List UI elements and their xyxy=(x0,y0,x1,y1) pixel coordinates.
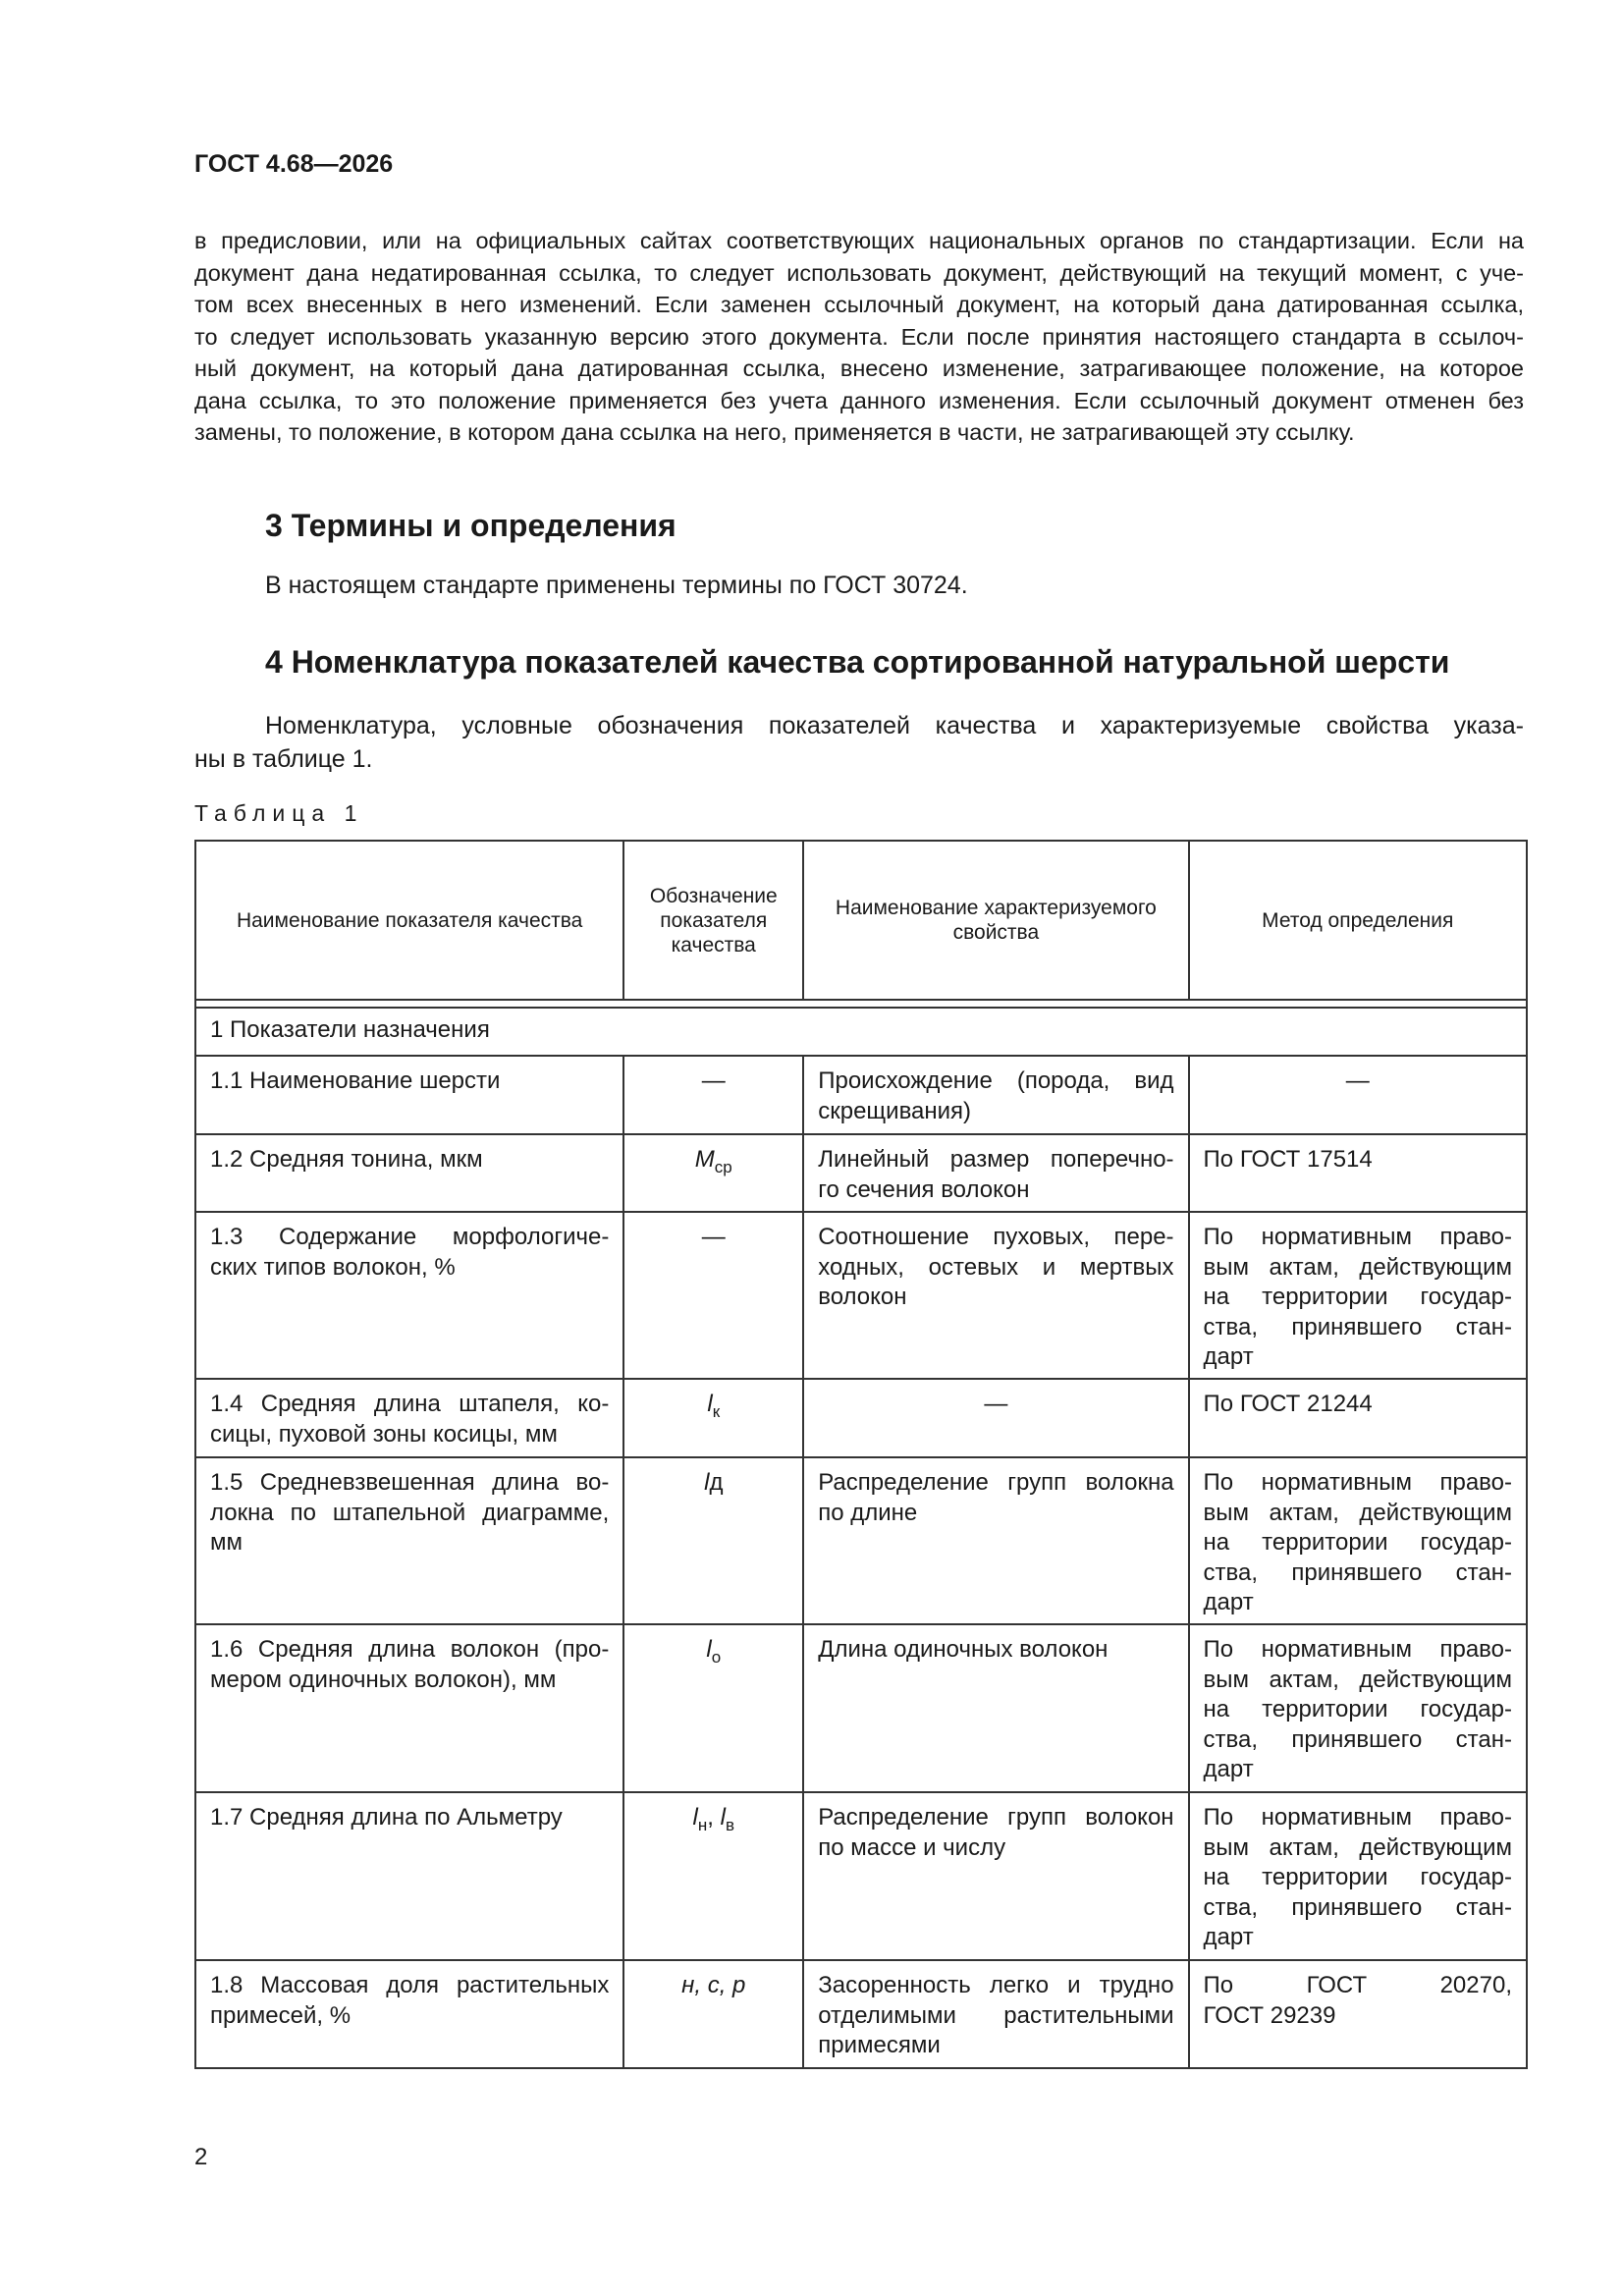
cell-symbol: — xyxy=(623,1212,803,1379)
section-4-line: ны в таблице 1. xyxy=(194,745,373,773)
quality-indicators-table xyxy=(194,840,1528,2069)
intro-line: в предисловии, или на официальных сайтах соответствующих национальных органов по стандартизации. Если на xyxy=(194,228,1524,253)
table-row xyxy=(195,1379,1527,1457)
cell-method: По нормативным право- вым актам, действующим на территории государ- ства, принявшего стан- дарт xyxy=(1189,1457,1527,1624)
cell-name: 1.1 Наименование шерсти xyxy=(195,1056,623,1134)
table-caption: Таблица 1 xyxy=(194,800,364,826)
intro-line: документ дана недатированная ссылка, то следует использовать документ, действующий на текущий момент, с уче- xyxy=(194,259,1524,286)
intro-paragraph xyxy=(194,225,1524,449)
cell-symbol: — xyxy=(623,1056,803,1134)
table-row xyxy=(195,1212,1527,1379)
section-4-title: 4 Номенклатура показателей качества сортированной натуральной шерсти xyxy=(265,644,1450,680)
cell-property: Соотношение пуховых, пере- ходных, остевых и мертвых волокон xyxy=(803,1212,1188,1379)
cell-symbol: $l_н$, $l_в$ xyxy=(623,1792,803,1960)
cell-symbol: $M_{ср}$ xyxy=(623,1134,803,1212)
table-row xyxy=(195,1792,1527,1960)
cell-method: По ГОСТ 17514 xyxy=(1189,1134,1527,1212)
cell-name: 1.7 Средняя длина по Альметру xyxy=(195,1792,623,1960)
section-4-text xyxy=(194,709,1524,776)
cell-property: Распределение групп волокна по длине xyxy=(803,1457,1188,1624)
intro-line: ный документ, на который дана датированная ссылка, внесено изменение, затрагивающее положение, на которое xyxy=(194,355,1524,381)
cell-property: Засоренность легко и трудно отделимыми растительными примесями xyxy=(803,1960,1188,2068)
cell-symbol: lд xyxy=(623,1457,803,1624)
cell-name: 1.8 Массовая доля растительных примесей, % xyxy=(195,1960,623,2068)
header-separator xyxy=(195,1000,1527,1008)
cell-property: Длина одиночных волокон xyxy=(803,1624,1188,1792)
document-header: ГОСТ 4.68—2026 xyxy=(194,150,394,178)
table-header-row xyxy=(195,841,1527,1000)
table-row xyxy=(195,1134,1527,1212)
intro-line: то следует использовать указанную версию этого документа. Если после принятия настоящего стандарта в ссылоч- xyxy=(194,323,1524,350)
cell-property: Линейный размер поперечно- го сечения волокон xyxy=(803,1134,1188,1212)
cell-method: По ГОСТ 21244 xyxy=(1189,1379,1527,1457)
cell-method: По нормативным право- вым актам, действующим на территории государ- ства, принявшего стан- дарт xyxy=(1189,1792,1527,1960)
intro-line: том всех внесенных в него изменений. Если заменен ссылочный документ, на который дана датированная ссылка, xyxy=(194,292,1524,317)
table-group-row xyxy=(195,1008,1527,1056)
cell-name: 1.4 Средняя длина штапеля, ко- сицы, пуховой зоны косицы, мм xyxy=(195,1379,623,1457)
table-row xyxy=(195,1056,1527,1134)
page-number: 2 xyxy=(194,2144,208,2170)
header-property: Наименование характеризуемого свойства xyxy=(803,841,1188,1000)
cell-method: По ГОСТ 20270, ГОСТ 29239 xyxy=(1189,1960,1527,2068)
section-4-line: Номенклатура, условные обозначения показателей качества и характеризуемые свойства указа- xyxy=(265,712,1524,739)
cell-property: Распределение групп волокон по массе и числу xyxy=(803,1792,1188,1960)
cell-symbol: н, с, р xyxy=(623,1960,803,2068)
table-row xyxy=(195,1457,1527,1624)
cell-name: 1.6 Средняя длина волокон (про- мером одиночных волокон), мм xyxy=(195,1624,623,1792)
cell-symbol: $l_к$ xyxy=(623,1379,803,1457)
cell-name: 1.2 Средняя тонина, мкм xyxy=(195,1134,623,1212)
intro-line: дана ссылка, то это положение применяется без учета данного изменения. Если ссылочный документ отменен без xyxy=(194,387,1524,413)
cell-name: 1.5 Средневзвешенная длина во- локна по штапельной диаграмме, мм xyxy=(195,1457,623,1624)
group-title: 1 Показатели назначения xyxy=(195,1008,1527,1056)
header-symbol: Обозначение показателя качества xyxy=(623,841,803,1000)
section-3-text: В настоящем стандарте применены термины по ГОСТ 30724. xyxy=(265,572,968,599)
header-indicator-name: Наименование показателя качества xyxy=(195,841,623,1000)
table-row xyxy=(195,1960,1527,2068)
cell-method: По нормативным право- вым актам, действующим на территории государ- ства, принявшего стан- дарт xyxy=(1189,1212,1527,1379)
table-row xyxy=(195,1624,1527,1792)
section-3-title: 3 Термины и определения xyxy=(265,508,676,543)
cell-method: — xyxy=(1189,1056,1527,1134)
cell-symbol: $l_о$ xyxy=(623,1624,803,1792)
cell-method: По нормативным право- вым актам, действующим на территории государ- ства, принявшего стан- дарт xyxy=(1189,1624,1527,1792)
header-method: Метод определения xyxy=(1189,841,1527,1000)
cell-property: — xyxy=(803,1379,1188,1457)
cell-property: Происхождение (порода, вид скрещивания) xyxy=(803,1056,1188,1134)
cell-name: 1.3 Содержание морфологиче- ских типов волокон, % xyxy=(195,1212,623,1379)
intro-line: замены, то положение, в котором дана ссылка на него, применяется в части, не затрагивающей эту ссылку. xyxy=(194,419,1355,445)
